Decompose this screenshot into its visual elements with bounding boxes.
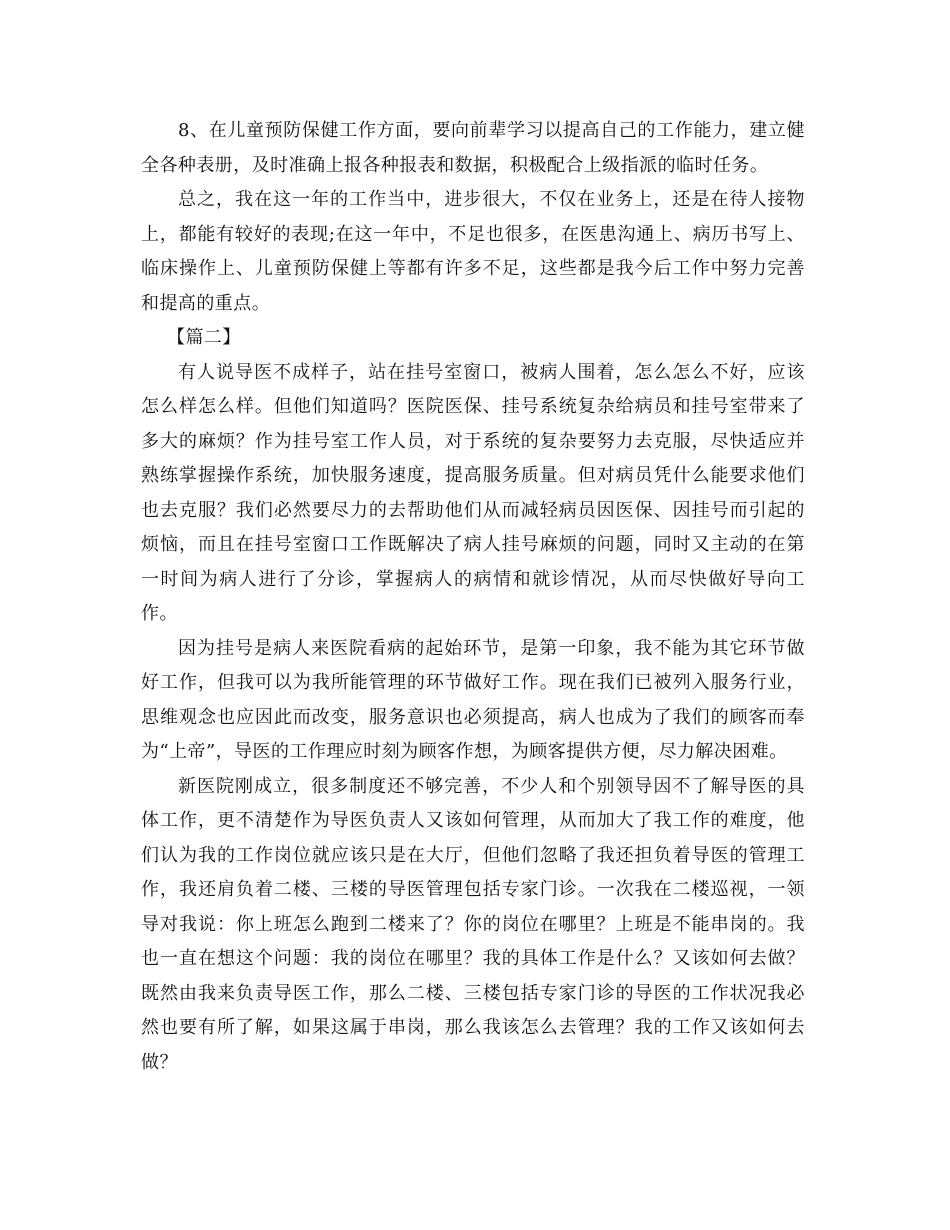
paragraph-summary: 总之，我在这一年的工作当中，进步很大，不仅在业务上，还是在待人接物上，都能有较好的表现;在这一年中，不足也很多，在医患沟通上、病历书写上、临床操作上、儿童预防保健上等都有许多不足，这些都是我今后工作中努力完善和提高的重点。: [141, 189, 805, 314]
section-heading: 【篇二】: [167, 327, 241, 348]
document-body: [141, 114, 805, 1080]
paragraph-new-hospital: 新医院刚成立，很多制度还不够完善，不少人和个别领导因不了解导医的具体工作，更不清楚作为导医负责人又该如何管理，从而加大了我工作的难度，他们认为我的工作岗位就应该只是在大厅，但他们忽略了我还担负着导医的管理工作，我还肩负着二楼、三楼的导医管理包括专家门诊。一次我在二楼巡视，一领导对我说：你上班怎么跑到二楼来了？你的岗位在哪里？上班是不能串岗的。我也一直在想这个问题：我的岗位在哪里？我的具体工作是什么？又该如何去做？既然由我来负责导医工作，那么二楼、三楼包括专家门诊的导医的工作状况我必然也要有所了解，如果这属于串岗，那么我该怎么去管理？我的工作又该如何去做？: [141, 775, 805, 1073]
paragraph-item-8: 8、在儿童预防保健工作方面，要向前辈学习以提高自己的工作能力，建立健全各种表册，及时准确上报各种报表和数据，积极配合上级指派的临时任务。: [141, 120, 805, 176]
paragraph-registration-window: 有人说导医不成样子，站在挂号室窗口，被病人围着，怎么怎么不好，应该怎么样怎么样。但他们知道吗？医院医保、挂号系统复杂给病员和挂号室带来了多大的麻烦？作为挂号室工作人员，对于系统的复杂要努力去克服，尽快适应并熟练掌握操作系统，加快服务速度，提高服务质量。但对病员凭什么能要求他们也去克服？我们必然要尽力的去帮助他们从而减轻病员因医保、因挂号而引起的烦恼，而且在挂号室窗口工作既解决了病人挂号麻烦的问题，同时又主动的在第一时间为病人进行了分诊，掌握病人的病情和就诊情况，从而尽快做好导向工作。: [141, 361, 805, 624]
paragraph-first-impression: 因为挂号是病人来医院看病的起始环节，是第一印象，我不能为其它环节做好工作，但我可以为我所能管理的环节做好工作。现在我们已被列入服务行业，思维观念也应因此而改变，服务意识也必须提高，病人也成为了我们的顾客而奉为“上帝”，导医的工作理应时刻为顾客作想，为顾客提供方便，尽力解决困难。: [141, 637, 805, 762]
